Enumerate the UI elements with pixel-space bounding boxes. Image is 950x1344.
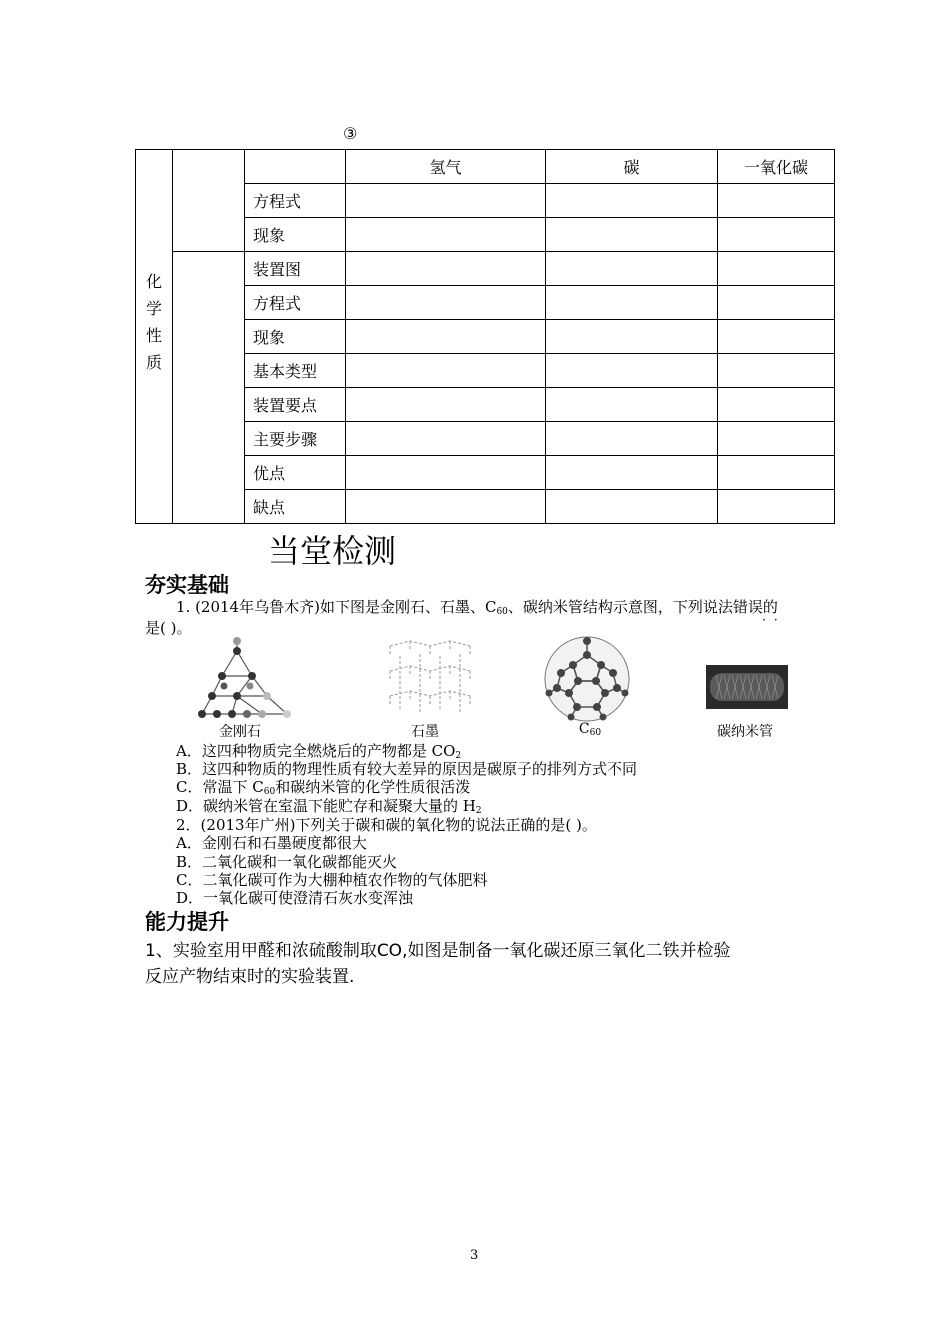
side-char-4: 质 bbox=[145, 353, 162, 372]
q2-option-d: D．一氧化碳可使澄清石灰水变浑浊 bbox=[176, 889, 414, 907]
q1-stem-line1: 1. (2014年乌鲁木齐)如下图是金刚石、石墨、$C_{60}$、碳纳米管结构示意图，下列说法错误的 bbox=[176, 598, 778, 617]
page-number: 3 bbox=[470, 1248, 479, 1263]
row-label: 优点 bbox=[245, 456, 346, 490]
emphasis-text: 错误 bbox=[732, 598, 763, 616]
header-empty bbox=[245, 150, 346, 184]
caption-nanotube: 碳纳米管 bbox=[717, 724, 773, 740]
caption-diamond: 金刚石 bbox=[219, 724, 261, 740]
diamond-structure-image bbox=[192, 636, 302, 726]
side-char-2: 学 bbox=[145, 299, 162, 318]
q1-stem-line2: 是( )。 bbox=[145, 619, 192, 637]
emphasis-dots: ·· bbox=[762, 613, 786, 627]
caption-graphite: 石墨 bbox=[411, 724, 439, 740]
q2-option-c: C．二氧化碳可作为大棚种植农作物的气体肥料 bbox=[176, 871, 488, 889]
row-label: 现象 bbox=[245, 320, 346, 354]
section-heading-ability: 能力提升 bbox=[145, 910, 229, 934]
row-label: 主要步骤 bbox=[245, 422, 346, 456]
graphite-structure-image bbox=[385, 636, 475, 718]
row-label: 基本类型 bbox=[245, 354, 346, 388]
q1-option-d: D．碳纳米管在室温下能贮存和凝聚大量的 $H_2$ bbox=[176, 797, 482, 816]
q1-option-b: B．这四种物质的物理性质有较大差异的原因是碳原子的排列方式不同 bbox=[176, 760, 638, 778]
circle-marker: ③ bbox=[343, 124, 358, 143]
section-heading-basics: 夯实基础 bbox=[145, 573, 229, 597]
properties-table bbox=[135, 149, 835, 524]
side-char-3: 性 bbox=[145, 326, 162, 345]
caption-c60: $C_{60}$ bbox=[578, 721, 602, 738]
row-label: 装置图 bbox=[245, 252, 346, 286]
c60-structure-image bbox=[541, 633, 633, 725]
row-label: 缺点 bbox=[245, 490, 346, 524]
nanotube-structure-image bbox=[706, 665, 788, 709]
q2-stem: 2．(2013年广州)下列关于碳和碳的氧化物的说法正确的是( )。 bbox=[176, 816, 597, 834]
row-label: 装置要点 bbox=[245, 388, 346, 422]
group2-cell bbox=[173, 252, 245, 524]
col-header-co: 一氧化碳 bbox=[718, 150, 835, 184]
col-header-hydrogen: 氢气 bbox=[346, 150, 546, 184]
q1-option-a: A．这四种物质完全燃烧后的产物都是 $CO_2$ bbox=[176, 742, 462, 761]
row-label: 现象 bbox=[245, 218, 346, 252]
ability-line1: 1、实验室用甲醛和浓硫酸制取CO,如图是制备一氧化碳还原三氧化二铁并检验 bbox=[145, 941, 731, 961]
col-header-carbon: 碳 bbox=[546, 150, 718, 184]
row-label: 方程式 bbox=[245, 184, 346, 218]
side-label bbox=[136, 150, 173, 524]
main-heading: 当堂检测 bbox=[268, 532, 397, 570]
side-char-1: 化 bbox=[145, 272, 162, 291]
q2-option-b: B．二氧化碳和一氧化碳都能灭火 bbox=[176, 853, 398, 871]
row-label: 方程式 bbox=[245, 286, 346, 320]
q2-option-a: A．金刚石和石墨硬度都很大 bbox=[176, 834, 367, 852]
ability-line2: 反应产物结束时的实验装置. bbox=[145, 967, 355, 987]
group1-cell bbox=[173, 150, 245, 252]
q1-option-c: C．常温下 $C_{60}$和碳纳米管的化学性质很活泼 bbox=[176, 778, 471, 797]
